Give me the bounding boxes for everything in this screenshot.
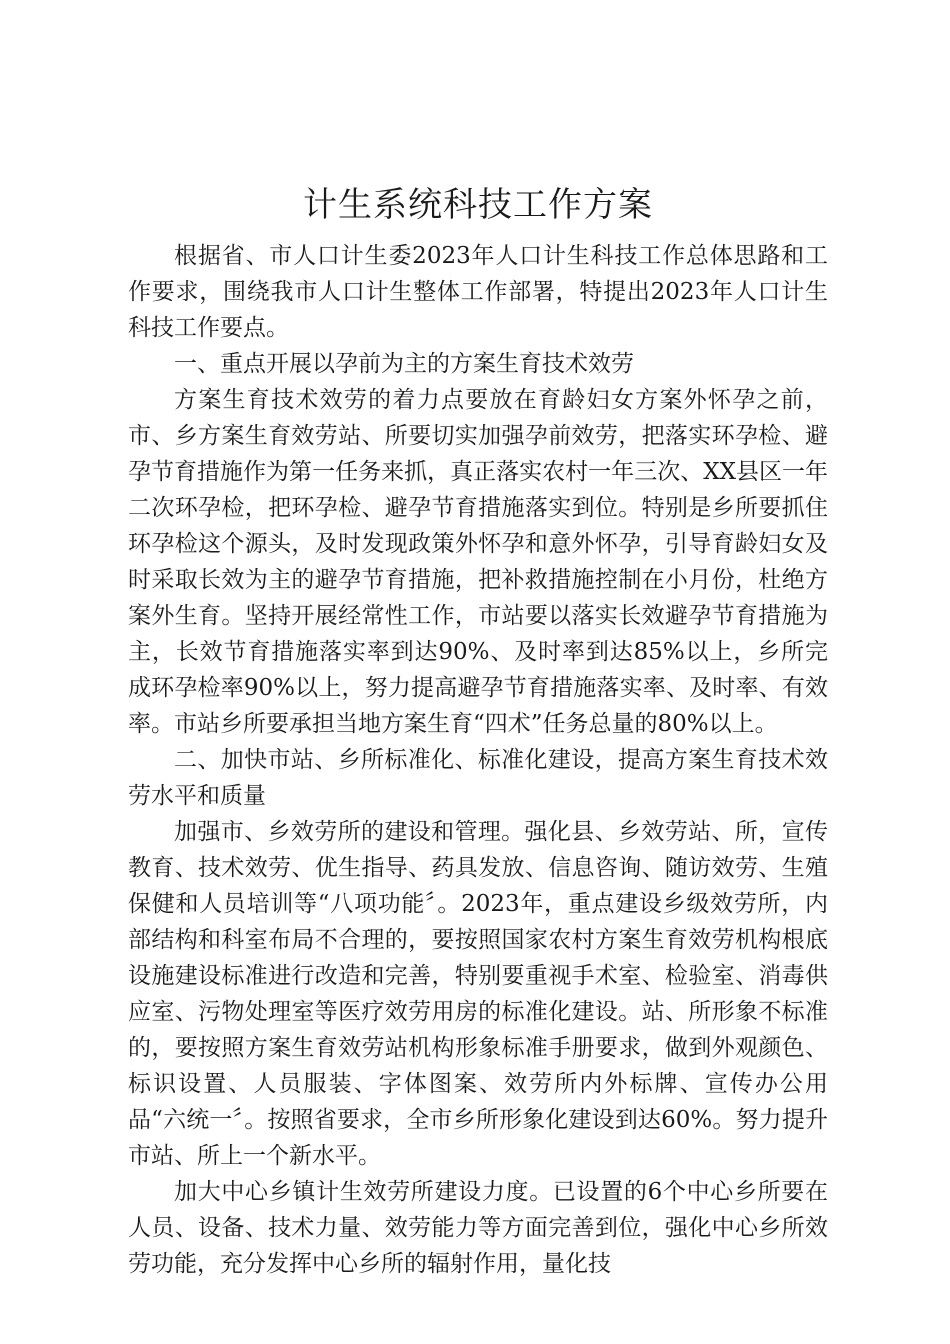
document-title: 计生系统科技工作方案 xyxy=(303,185,653,225)
section-heading-1: 一、重点开展以孕前为主的方案生育技术效劳 xyxy=(174,351,634,377)
paragraph-intro: 根据省、市人口计生委2023年人口计生科技工作总体思路和工作要求，围绕我市人口计生整体工作部署，特提出2023年人口计生科技工作要点。 xyxy=(128,243,828,341)
paragraph-section-1: 方案生育技术效劳的着力点要放在育龄妇女方案外怀孕之前，市、乡方案生育效劳站、所要切实加强孕前效劳，把落实环孕检、避孕节育措施作为第一任务来抓，真正落实农村一年三次、XX县区一年二次环孕检，把环孕检、避孕节育措施落实到位。特别是乡所要抓住环孕检这个源头，及时发现政策外怀孕和意外怀孕，引导育龄妇女及时采取长效为主的避孕节育措施，把补救措施控制在小月份，杜绝方案外生育。坚持开展经常性工作，市站要以落实长效避孕节育措施为主，长效节育措施落实率到达90%、及时率到达85%以上，乡所完成环孕检率90%以上，努力提高避孕节育措施落实率、及时率、有效率。市站乡所要承担当地方案生育“四术”任务总量的80%以上。 xyxy=(128,387,828,737)
document-page xyxy=(128,178,828,1282)
section-heading-2: 二、加快市站、乡所标准化、标准化建设，提高方案生育技术效劳水平和质量 xyxy=(128,747,828,809)
paragraph-section-2a: 加强市、乡效劳所的建设和管理。强化县、乡效劳站、所，宣传教育、技术效劳、优生指导、药具发放、信息咨询、随访效劳、生殖保健和人员培训等“八项功能〞。2023年，重点建设乡级效劳所，内部结构和科室布局不合理的，要按照国家农村方案生育效劳机构根底设施建设标准进行改造和完善，特别要重视手术室、检验室、消毒供应室、污物处理室等医疗效劳用房的标准化建设。站、所形象不标准的，要按照方案生育效劳站机构形象标准手册要求，做到外观颜色、标识设置、人员服装、字体图案、效劳所内外标牌、宣传办公用品“六统一〞。按照省要求，全市乡所形象化建设到达60%。努力提升市站、所上一个新水平。 xyxy=(128,819,828,1169)
paragraph-section-2b: 加大中心乡镇计生效劳所建设力度。已设置的6个中心乡所要在人员、设备、技术力量、效劳能力等方面完善到位，强化中心乡所效劳功能，充分发挥中心乡所的辐射作用，量化技 xyxy=(128,1179,828,1277)
